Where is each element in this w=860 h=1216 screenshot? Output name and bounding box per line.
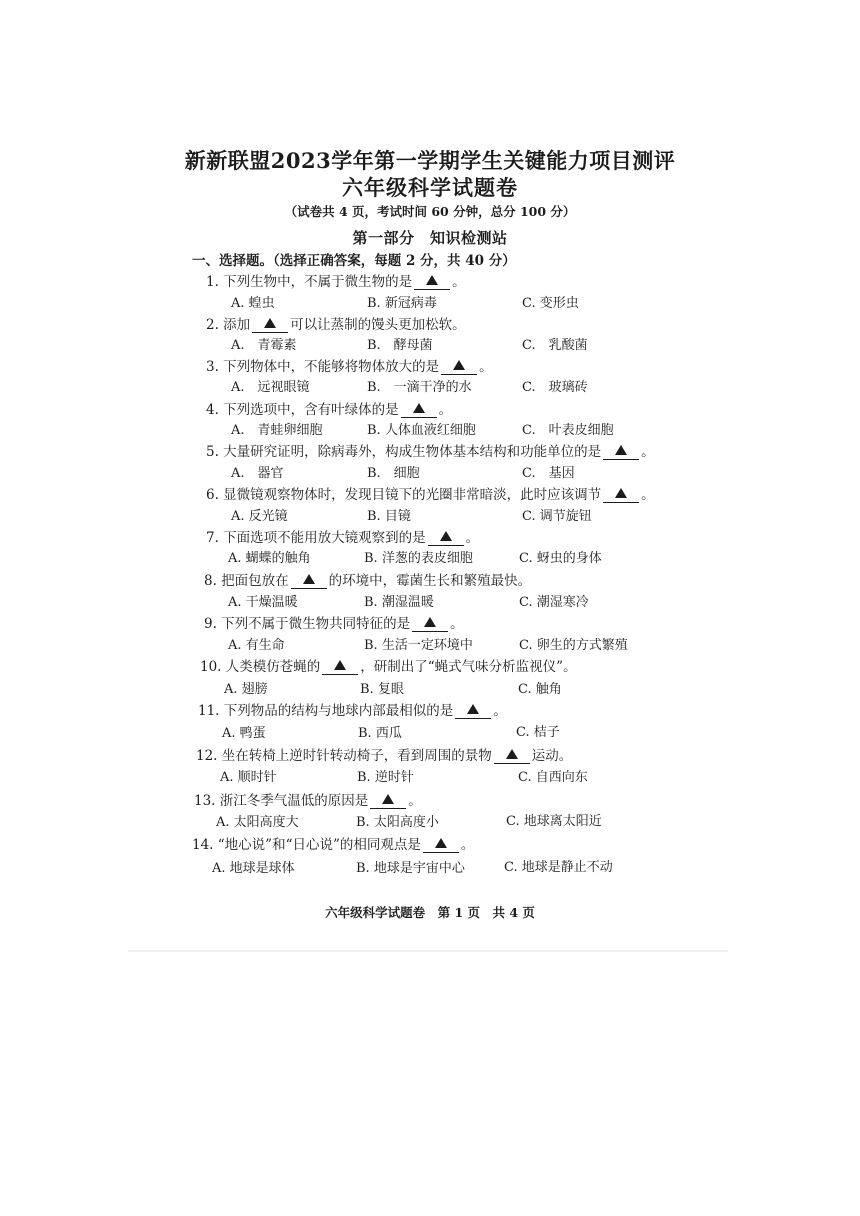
option-b: B. 太阳高度小	[356, 815, 439, 830]
question-11	[198, 699, 507, 719]
question-text: 6. 显微镜观察物体时，发现目镜下的光圈非常暗淡，此时应该调节	[206, 487, 602, 503]
option-b: B. 复眼	[360, 682, 404, 697]
section-header: 一、选择题。（选择正确答案，每题 2 分，共 40 分）	[192, 253, 516, 269]
question-2	[206, 313, 466, 333]
answer-blank	[414, 275, 450, 290]
question-text: 5. 大量研究证明，除病毒外，构成生物体基本结构和功能单位的是	[206, 444, 602, 460]
option-c: C. 调节旋钮	[522, 509, 592, 524]
page-footer: 六年级科学试题卷 第 1 页 共 4 页	[325, 905, 535, 920]
option-b: B. 西瓜	[358, 726, 402, 741]
option-c: C. 叶表皮细胞	[522, 423, 614, 438]
triangle-icon	[303, 574, 315, 584]
option-b: B. 目镜	[367, 509, 411, 524]
question-text: 13. 浙江冬季气温低的原因是	[194, 793, 369, 809]
option-c: C. 基因	[522, 466, 575, 481]
option-c: C. 卵生的方式繁殖	[519, 638, 628, 653]
option-a: A. 远视眼镜	[231, 380, 310, 395]
question-text: 11. 下列物品的结构与地球内部最相似的是	[198, 703, 454, 719]
triangle-icon	[615, 488, 627, 498]
option-a: A. 器官	[231, 466, 284, 481]
option-a: A. 地球是球体	[212, 861, 295, 876]
option-a: A. 顺时针	[220, 770, 277, 785]
option-b: B. 潮湿温暖	[364, 595, 434, 610]
answer-blank	[603, 445, 639, 460]
question-text: 14. “地心说”和“日心说”的相同观点是	[192, 837, 421, 853]
option-a: A. 反光镜	[231, 509, 288, 524]
answer-blank	[401, 403, 437, 418]
option-a: A. 蝗虫	[231, 296, 275, 311]
option-c: C. 乳酸菌	[522, 338, 588, 353]
question-text: 9. 下列不属于微生物共同特征的是	[204, 616, 411, 632]
option-a: A. 鸭蛋	[222, 726, 266, 741]
triangle-icon	[453, 360, 465, 370]
option-a: A. 干燥温暖	[228, 595, 298, 610]
exam-subject-title: 六年级科学试题卷	[342, 175, 518, 200]
triangle-icon	[506, 749, 518, 759]
question-text: 3. 下列物体中，不能够将物体放大的是	[206, 359, 440, 375]
option-c: C. 自西向东	[518, 770, 588, 785]
answer-blank	[455, 704, 491, 719]
option-c: C. 潮湿寒冷	[519, 595, 589, 610]
question-6	[206, 483, 655, 503]
question-text: 1. 下列生物中，不属于微生物的是	[206, 274, 413, 290]
question-text: ，研制出了“蝇式气味分析监视仪”。	[360, 659, 577, 675]
triangle-icon	[424, 617, 436, 627]
question-1	[206, 270, 466, 290]
option-c: C. 地球是静止不动	[504, 860, 613, 875]
option-b: B. 新冠病毒	[367, 296, 437, 311]
triangle-icon	[334, 660, 346, 670]
option-a: A. 翅膀	[224, 682, 268, 697]
question-10	[200, 655, 577, 675]
question-3	[206, 355, 493, 375]
option-a: A. 蝴蝶的触角	[228, 551, 311, 566]
triangle-icon	[615, 445, 627, 455]
question-8	[204, 569, 531, 589]
option-a: A. 青蛙卵细胞	[231, 423, 323, 438]
question-text: 。	[465, 530, 480, 546]
question-text: 12. 坐在转椅上逆时针转动椅子，看到周围的景物	[196, 748, 492, 764]
option-b: B. 人体血液红细胞	[367, 423, 476, 438]
option-c: C. 桔子	[516, 725, 560, 740]
question-text: 。	[452, 274, 466, 290]
triangle-icon	[440, 531, 452, 541]
option-b: B. 洋葱的表皮细胞	[364, 551, 473, 566]
option-a: A. 有生命	[228, 638, 285, 653]
question-text: 10. 人类模仿苍蝇的	[200, 659, 321, 675]
answer-blank	[494, 749, 530, 764]
option-b: B. 细胞	[367, 466, 420, 481]
triangle-icon	[426, 275, 438, 285]
question-text: 。	[479, 359, 493, 375]
option-b: B. 生活一定环境中	[364, 638, 473, 653]
question-5	[206, 440, 655, 460]
question-12	[196, 744, 572, 764]
answer-blank	[428, 531, 464, 546]
question-9	[204, 612, 464, 632]
option-c: C. 触角	[518, 682, 562, 697]
question-text: 。	[641, 444, 655, 460]
question-text: 4. 下列选项中，含有叶绿体的是	[206, 402, 399, 418]
answer-blank	[603, 488, 639, 503]
triangle-icon	[413, 403, 425, 413]
question-text: 运动。	[531, 748, 573, 764]
page-divider	[128, 950, 728, 952]
option-c: C. 玻璃砖	[522, 380, 588, 395]
triangle-icon	[435, 838, 447, 848]
question-13	[194, 789, 422, 809]
option-c: C. 变形虫	[522, 296, 579, 311]
answer-blank	[370, 794, 406, 809]
answer-blank	[291, 574, 327, 589]
answer-blank	[252, 318, 288, 333]
triangle-icon	[382, 794, 394, 804]
option-c: C. 地球离太阳近	[506, 814, 602, 829]
answer-blank	[441, 360, 477, 375]
option-b: B. 一滴干净的水	[367, 380, 472, 395]
question-7	[206, 526, 479, 546]
exam-title: 新新联盟2023学年第一学期学生关键能力项目测评	[184, 148, 676, 173]
part-title: 第一部分 知识检测站	[352, 229, 508, 247]
triangle-icon	[467, 704, 479, 714]
question-text: 可以让蒸制的馒头更加松软。	[290, 317, 466, 333]
question-text: 8. 把面包放在	[204, 573, 289, 589]
option-b: B. 逆时针	[357, 770, 414, 785]
triangle-icon	[264, 318, 276, 328]
option-b: B. 酵母菌	[367, 338, 433, 353]
question-text: 。	[438, 402, 453, 418]
answer-blank	[412, 617, 448, 632]
answer-blank	[423, 838, 459, 853]
question-4	[206, 398, 452, 418]
question-text: 。	[460, 837, 475, 853]
question-text: 的环境中，霉菌生长和繁殖最快。	[328, 573, 532, 589]
question-14	[192, 833, 474, 853]
question-text: 。	[493, 703, 507, 719]
option-c: C. 蚜虫的身体	[519, 551, 602, 566]
option-b: B. 地球是宇宙中心	[356, 861, 465, 876]
option-a: A. 太阳高度大	[216, 815, 299, 830]
question-text: 。	[408, 793, 422, 809]
answer-blank	[322, 660, 358, 675]
question-text: 2. 添加	[206, 317, 251, 333]
question-text: 7. 下面选项不能用放大镜观察到的是	[206, 530, 426, 546]
question-text: 。	[641, 487, 655, 503]
question-text: 。	[450, 616, 464, 632]
option-a: A. 青霉素	[231, 338, 297, 353]
exam-info: （试卷共 4 页，考试时间 60 分钟，总分 100 分）	[284, 204, 576, 219]
